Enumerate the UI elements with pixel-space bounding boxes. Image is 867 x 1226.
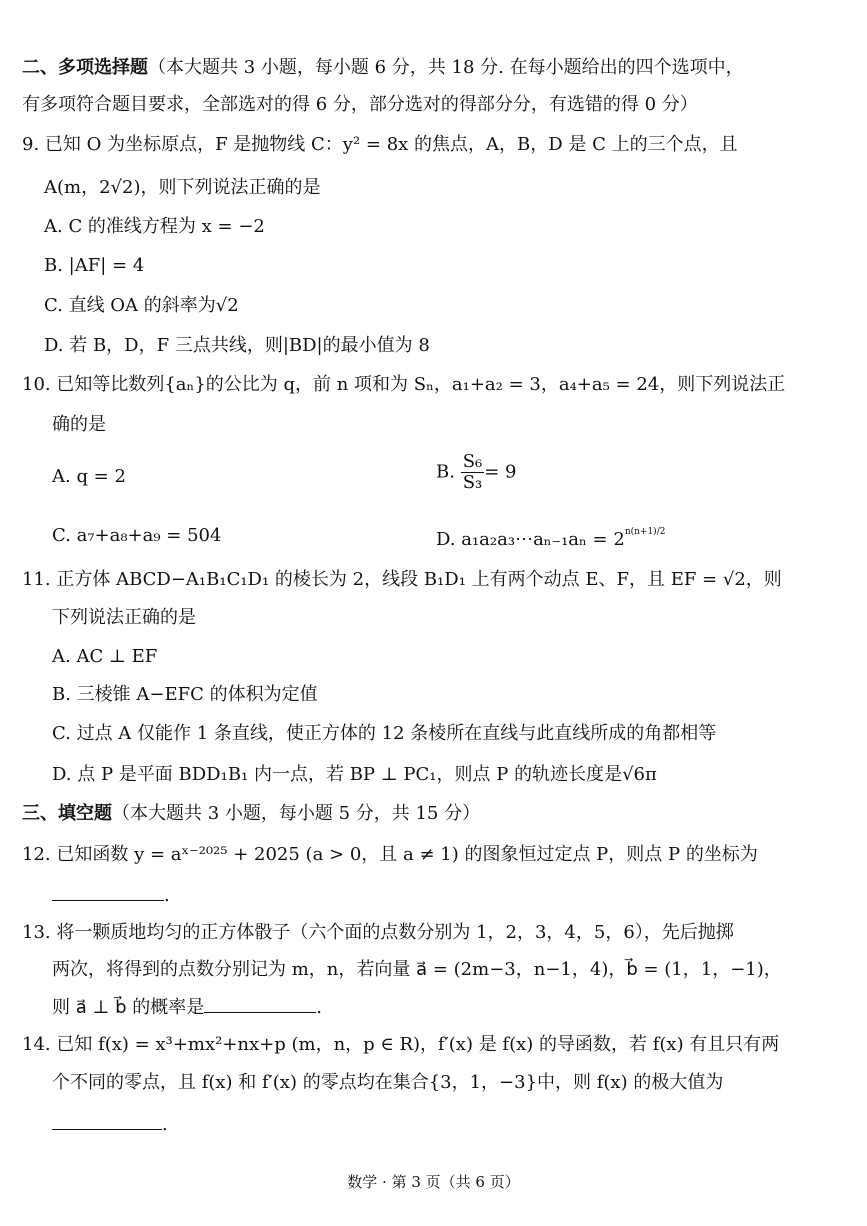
q13-stem-2: 两次，将得到的点数分别记为 m，n，若向量 a⃗ = (2m−3，n−1，4)，b⃗ = (1，1，−1)， [52, 959, 782, 980]
q11-option-a: A. AC ⊥ EF [52, 646, 158, 667]
q10-option-b-value: = 9 [484, 461, 517, 483]
section-multi-desc-2: 有多项符合题目要求，全部选对的得 6 分，部分选对的得部分分，有选错的得 0 分） [22, 94, 698, 115]
q10-option-d [436, 524, 665, 552]
q10-option-b-denominator: S₃ [462, 472, 483, 493]
q9-stem-2: A(m，2√2)，则下列说法正确的是 [44, 177, 321, 198]
q13-stem-1: 13. 将一颗质地均匀的正方体骰子（六个面的点数分别为 1，2，3，4，5，6），先后抛掷 [22, 922, 734, 943]
page-footer: 数学 · 第 3 页（共 6 页） [347, 1173, 520, 1191]
q12-answer-blank[interactable] [52, 882, 164, 901]
q10-option-d-text: D. a₁a₂a₃⋯aₙ₋₁aₙ = 2 [436, 529, 625, 550]
q14-stem-2: 个不同的零点，且 f(x) 和 f′(x) 的零点均在集合{3，1，−3}中，则 f(x) 的极大值为 [52, 1072, 724, 1093]
q12-end: . [164, 885, 170, 906]
q9-stem-1: 9. 已知 O 为坐标原点，F 是抛物线 C：y² = 8x 的焦点，A，B，D 是 C 上的三个点，且 [22, 134, 738, 155]
section-multi-heading-line [22, 56, 744, 80]
q10-option-b-numerator: S₆ [462, 451, 483, 472]
q11-option-d: D. 点 P 是平面 BDD₁B₁ 内一点，若 BP ⊥ PC₁，则点 P 的轨迹长度是√6π [52, 764, 657, 785]
q10-stem-1: 10. 已知等比数列{aₙ}的公比为 q，前 n 项和为 Sₙ，a₁+a₂ = 3，a₄+a₅ = 24，则下列说法正 [22, 374, 786, 395]
q14-stem-1: 14. 已知 f(x) = x³+mx²+nx+p (m，n，p ∈ R)，f′(x) 是 f(x) 的导函数，若 f(x) 有且只有两 [22, 1034, 780, 1055]
q9-option-d: D. 若 B，D，F 三点共线，则|BD|的最小值为 8 [44, 335, 430, 356]
section-fill-heading-line [22, 802, 480, 826]
q13-stem-3 [52, 994, 322, 1020]
section-fill-title: 三、填空题 [22, 803, 112, 824]
q9-option-b: B. |AF| = 4 [44, 255, 145, 276]
q10-option-b-label: B. [436, 461, 455, 483]
q13-end: . [316, 997, 323, 1018]
q13-stem-3-text: 则 a⃗ ⊥ b⃗ 的概率是 [52, 997, 205, 1018]
q9-option-a: A. C 的准线方程为 x = −2 [44, 216, 265, 237]
q12-answer-line [52, 882, 170, 908]
q10-stem-2: 确的是 [52, 414, 106, 435]
section-multi-desc-1: （本大题共 3 小题，每小题 6 分，共 18 分. 在每小题给出的四个选项中， [148, 57, 744, 78]
q10-option-c: C. a₇+a₈+a₉ = 504 [52, 525, 222, 546]
q10-option-a: A. q = 2 [52, 466, 126, 487]
q10-option-b [436, 452, 517, 493]
section-fill-desc: （本大题共 3 小题，每小题 5 分，共 15 分） [112, 803, 481, 824]
q13-answer-blank[interactable] [204, 994, 316, 1013]
q10-option-d-exponent: n(n+1)/2 [624, 527, 666, 537]
q11-option-b: B. 三棱锥 A−EFC 的体积为定值 [52, 684, 318, 705]
q9-option-c: C. 直线 OA 的斜率为√2 [44, 295, 239, 316]
q12-stem-1: 12. 已知函数 y = aˣ⁻²⁰²⁵ + 2025 (a > 0，且 a ≠ 1) 的图象恒过定点 P，则点 P 的坐标为 [22, 844, 758, 865]
q11-stem-1: 11. 正方体 ABCD−A₁B₁C₁D₁ 的棱长为 2，线段 B₁D₁ 上有两个动点 E、F，且 EF = √2，则 [22, 569, 782, 590]
q14-answer-blank[interactable] [52, 1111, 162, 1130]
section-multi-title: 二、多项选择题 [22, 57, 148, 78]
q11-stem-2: 下列说法正确的是 [52, 607, 196, 628]
q14-end: . [162, 1114, 168, 1135]
q14-answer-line [52, 1111, 168, 1137]
q11-option-c: C. 过点 A 仅能作 1 条直线，使正方体的 12 条棱所在直线与此直线所成的角都相等 [52, 723, 717, 744]
q10-option-b-fraction [461, 452, 485, 493]
